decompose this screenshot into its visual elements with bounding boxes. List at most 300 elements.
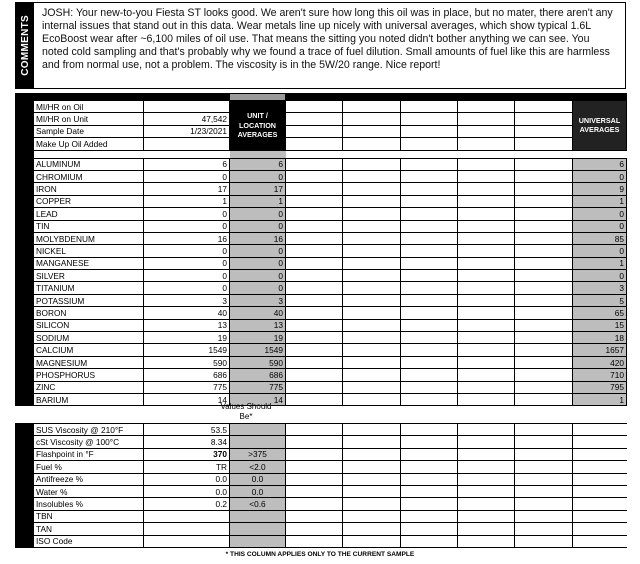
history-cell: [458, 232, 515, 244]
history-cell: [458, 436, 515, 448]
element-universal-average: 710: [573, 369, 627, 381]
history-cell: [343, 101, 401, 113]
property-name: TBN: [34, 510, 144, 522]
element-average: 0: [230, 282, 286, 294]
history-cell: [286, 485, 343, 497]
element-row: [16, 369, 627, 381]
history-cell: [343, 232, 401, 244]
property-should-be: 0.0: [230, 485, 286, 497]
property-name: Fuel %: [34, 461, 144, 473]
property-value: 0.0: [144, 485, 230, 497]
history-cell: [458, 393, 515, 405]
element-row: [16, 270, 627, 282]
element-universal-average: 1: [573, 195, 627, 207]
empty-cell: [573, 510, 627, 522]
comments-text: JOSH: Your new-to-you Fiesta ST looks good. We aren't sure how long this oil was in place, but no mater, there aren't any internal issues that stand out in this data. Wear metals line up nicely with universal averages, which show typical 1.6L EcoBoost wear after ~6,100 miles of oil use. That means the sitting you noted didn't bother anything we can see. You noted cold sampling and that's probably why we found a trace of fuel dilution. Small amounts of fuel like this are harmless and from normal use, not a problem. The viscosity is in the 5W/20 range. Nice report!: [42, 7, 613, 71]
history-cell: [343, 485, 401, 497]
history-cell: [515, 485, 573, 497]
history-cell: [286, 282, 343, 294]
property-name: TAN: [34, 523, 144, 535]
element-row: [16, 344, 627, 356]
spacer-cell: [573, 150, 627, 158]
history-cell: [458, 498, 515, 510]
history-cell: [401, 101, 458, 113]
history-cell: [286, 535, 343, 547]
history-cell: [458, 510, 515, 522]
element-average: 16: [230, 232, 286, 244]
element-row: [16, 208, 627, 220]
history-cell: [401, 424, 458, 436]
top-strip-cell: [343, 94, 401, 101]
history-cell: [286, 257, 343, 269]
element-row: [16, 393, 627, 405]
empty-cell: [573, 448, 627, 460]
property-value: 0.2: [144, 498, 230, 510]
element-universal-average: 0: [573, 245, 627, 257]
property-should-be: 0.0: [230, 473, 286, 485]
property-name: cSt Viscosity @ 100°C: [34, 436, 144, 448]
history-cell: [343, 257, 401, 269]
property-row: [16, 535, 627, 547]
property-should-be: [230, 523, 286, 535]
top-strip-cell: [286, 94, 343, 101]
history-cell: [286, 344, 343, 356]
history-cell: [343, 448, 401, 460]
history-cell: [458, 270, 515, 282]
element-value: 0: [144, 282, 230, 294]
element-name: POTASSIUM: [34, 294, 144, 306]
history-cell: [286, 270, 343, 282]
elements-table: [15, 93, 627, 406]
history-cell: [286, 113, 343, 125]
top-strip-cell: [515, 94, 573, 101]
spacer-cell: [230, 150, 286, 158]
property-row: [16, 523, 627, 535]
unit-location-averages-header: UNIT / LOCATION AVERAGES: [230, 101, 286, 151]
history-cell: [515, 424, 573, 436]
history-cell: [343, 158, 401, 170]
element-universal-average: 3: [573, 282, 627, 294]
history-cell: [343, 220, 401, 232]
element-name: TITANIUM: [34, 282, 144, 294]
property-value: 370: [144, 448, 230, 460]
history-cell: [286, 245, 343, 257]
history-cell: [401, 393, 458, 405]
history-cell: [458, 448, 515, 460]
properties-side-block: [16, 424, 34, 548]
history-cell: [343, 356, 401, 368]
element-value: 17: [144, 183, 230, 195]
element-average: 19: [230, 332, 286, 344]
history-cell: [515, 393, 573, 405]
history-cell: [343, 183, 401, 195]
header-row: [16, 113, 627, 125]
element-value: 16: [144, 232, 230, 244]
history-cell: [458, 332, 515, 344]
element-average: 686: [230, 369, 286, 381]
element-average: 0: [230, 270, 286, 282]
history-cell: [401, 183, 458, 195]
history-cell: [401, 523, 458, 535]
history-cell: [401, 232, 458, 244]
history-cell: [401, 294, 458, 306]
comments-side-label: [16, 3, 34, 88]
element-row: [16, 332, 627, 344]
history-cell: [458, 195, 515, 207]
history-cell: [343, 344, 401, 356]
header-label: Make Up Oil Added: [34, 138, 144, 150]
history-cell: [343, 319, 401, 331]
history-cell: [286, 498, 343, 510]
properties-side-label: PROPERTIES: [18, 451, 30, 520]
history-cell: [286, 393, 343, 405]
empty-cell: [573, 424, 627, 436]
history-cell: [458, 461, 515, 473]
header-value: 47,542: [144, 113, 230, 125]
property-row: [16, 424, 627, 436]
history-cell: [286, 436, 343, 448]
property-name: Water %: [34, 485, 144, 497]
element-average: 6: [230, 158, 286, 170]
element-name: MOLYBDENUM: [34, 232, 144, 244]
history-cell: [286, 208, 343, 220]
history-cell: [515, 138, 573, 150]
property-name: Antifreeze %: [34, 473, 144, 485]
history-cell: [343, 461, 401, 473]
element-row: [16, 183, 627, 195]
history-cell: [343, 282, 401, 294]
history-cell: [401, 319, 458, 331]
property-value: TR: [144, 461, 230, 473]
spacer-cell: [286, 150, 343, 158]
history-cell: [515, 448, 573, 460]
history-cell: [458, 473, 515, 485]
property-should-be: >375: [230, 448, 286, 460]
history-cell: [515, 461, 573, 473]
history-cell: [515, 510, 573, 522]
history-cell: [515, 125, 573, 137]
element-row: [16, 307, 627, 319]
element-row: [16, 381, 627, 393]
history-cell: [458, 319, 515, 331]
element-average: 0: [230, 170, 286, 182]
history-cell: [515, 369, 573, 381]
element-average: 1549: [230, 344, 286, 356]
property-row: [16, 498, 627, 510]
history-cell: [286, 319, 343, 331]
element-name: CHROMIUM: [34, 170, 144, 182]
history-cell: [515, 245, 573, 257]
comments-box: [15, 2, 626, 89]
element-universal-average: 5: [573, 294, 627, 306]
property-row: [16, 485, 627, 497]
property-value: 53.5: [144, 424, 230, 436]
empty-cell: [573, 485, 627, 497]
element-row: [16, 294, 627, 306]
element-name: IRON: [34, 183, 144, 195]
history-cell: [343, 208, 401, 220]
property-value: 0.0: [144, 473, 230, 485]
history-cell: [286, 232, 343, 244]
history-cell: [401, 138, 458, 150]
top-strip-cell: [573, 94, 627, 101]
history-cell: [343, 535, 401, 547]
history-cell: [401, 485, 458, 497]
top-strip-cell: [458, 94, 515, 101]
header-label: Sample Date: [34, 125, 144, 137]
element-name: SODIUM: [34, 332, 144, 344]
property-should-be: [230, 510, 286, 522]
element-average: 1: [230, 195, 286, 207]
history-cell: [343, 498, 401, 510]
history-cell: [401, 113, 458, 125]
element-average: 13: [230, 319, 286, 331]
element-universal-average: 6: [573, 158, 627, 170]
history-cell: [515, 344, 573, 356]
property-name: SUS Viscosity @ 210°F: [34, 424, 144, 436]
element-name: SILVER: [34, 270, 144, 282]
history-cell: [286, 307, 343, 319]
property-row: [16, 461, 627, 473]
top-strip-cell: [34, 94, 144, 101]
header-side-block: [16, 101, 34, 159]
property-value: 8.34: [144, 436, 230, 448]
history-cell: [401, 125, 458, 137]
element-row: [16, 319, 627, 331]
element-value: 0: [144, 170, 230, 182]
history-cell: [458, 356, 515, 368]
history-cell: [286, 381, 343, 393]
spacer-cell: [458, 150, 515, 158]
property-should-be: <0.6: [230, 498, 286, 510]
history-cell: [343, 523, 401, 535]
element-value: 686: [144, 369, 230, 381]
element-row: [16, 195, 627, 207]
history-cell: [286, 170, 343, 182]
history-cell: [515, 332, 573, 344]
header-label: MI/HR on Unit: [34, 113, 144, 125]
history-cell: [401, 381, 458, 393]
empty-cell: [573, 473, 627, 485]
history-cell: [515, 208, 573, 220]
history-cell: [515, 183, 573, 195]
element-average: 775: [230, 381, 286, 393]
element-value: 0: [144, 220, 230, 232]
element-value: 0: [144, 208, 230, 220]
element-name: BARIUM: [34, 393, 144, 405]
top-strip-cell: [401, 94, 458, 101]
history-cell: [401, 220, 458, 232]
elements-side-label: ELEMENTS IN PARTS PER MILLION: [18, 192, 30, 372]
history-cell: [401, 461, 458, 473]
history-cell: [515, 381, 573, 393]
history-cell: [286, 158, 343, 170]
history-cell: [401, 436, 458, 448]
history-cell: [515, 170, 573, 182]
history-cell: [515, 220, 573, 232]
history-cell: [515, 473, 573, 485]
table-top-strip: [16, 94, 627, 101]
element-row: [16, 245, 627, 257]
history-cell: [401, 369, 458, 381]
spacer-cell: [401, 150, 458, 158]
element-universal-average: 15: [573, 319, 627, 331]
history-cell: [515, 232, 573, 244]
history-cell: [343, 436, 401, 448]
element-average: 0: [230, 208, 286, 220]
history-cell: [343, 125, 401, 137]
history-cell: [401, 282, 458, 294]
element-average: 17: [230, 183, 286, 195]
history-cell: [458, 113, 515, 125]
history-cell: [458, 257, 515, 269]
history-cell: [515, 113, 573, 125]
history-cell: [458, 485, 515, 497]
history-cell: [458, 307, 515, 319]
history-cell: [401, 245, 458, 257]
history-cell: [286, 195, 343, 207]
element-average: 0: [230, 245, 286, 257]
history-cell: [458, 208, 515, 220]
history-cell: [343, 245, 401, 257]
history-cell: [515, 523, 573, 535]
history-cell: [343, 332, 401, 344]
history-cell: [515, 294, 573, 306]
history-cell: [458, 138, 515, 150]
element-average: 0: [230, 220, 286, 232]
element-row: [16, 282, 627, 294]
element-value: 0: [144, 257, 230, 269]
history-cell: [401, 332, 458, 344]
element-value: 0: [144, 270, 230, 282]
header-value: [144, 138, 230, 150]
element-average: 3: [230, 294, 286, 306]
history-cell: [458, 101, 515, 113]
history-cell: [343, 307, 401, 319]
property-should-be: [230, 424, 286, 436]
spacer-cell: [144, 150, 230, 158]
footnote: * THIS COLUMN APPLIES ONLY TO THE CURRENT SAMPLE: [225, 551, 415, 558]
history-cell: [286, 424, 343, 436]
history-cell: [343, 473, 401, 485]
spacer-cell: [515, 150, 573, 158]
history-cell: [515, 319, 573, 331]
history-cell: [401, 195, 458, 207]
property-name: ISO Code: [34, 535, 144, 547]
element-name: TIN: [34, 220, 144, 232]
history-cell: [458, 294, 515, 306]
history-cell: [458, 220, 515, 232]
history-cell: [458, 344, 515, 356]
property-should-be: [230, 436, 286, 448]
spacer-row: [16, 150, 627, 158]
property-name: Insolubles %: [34, 498, 144, 510]
property-should-be: [230, 535, 286, 547]
history-cell: [458, 381, 515, 393]
history-cell: [343, 294, 401, 306]
top-strip-cell: [230, 94, 286, 101]
history-cell: [343, 170, 401, 182]
history-cell: [401, 257, 458, 269]
empty-cell: [573, 498, 627, 510]
element-universal-average: 1: [573, 393, 627, 405]
history-cell: [458, 170, 515, 182]
history-cell: [343, 381, 401, 393]
empty-cell: [573, 523, 627, 535]
header-row: [16, 125, 627, 137]
element-row: [16, 170, 627, 182]
history-cell: [458, 183, 515, 195]
element-value: 40: [144, 307, 230, 319]
history-cell: [343, 195, 401, 207]
element-universal-average: 795: [573, 381, 627, 393]
elements-side-block: [16, 158, 34, 406]
element-value: 3: [144, 294, 230, 306]
history-cell: [286, 332, 343, 344]
property-row: [16, 473, 627, 485]
element-name: PHOSPHORUS: [34, 369, 144, 381]
history-cell: [286, 220, 343, 232]
element-universal-average: 85: [573, 232, 627, 244]
property-value: [144, 523, 230, 535]
element-universal-average: 420: [573, 356, 627, 368]
history-cell: [401, 356, 458, 368]
element-value: 19: [144, 332, 230, 344]
property-value: [144, 535, 230, 547]
element-name: ZINC: [34, 381, 144, 393]
history-cell: [458, 245, 515, 257]
history-cell: [458, 369, 515, 381]
history-cell: [515, 101, 573, 113]
property-name: Flashpoint in °F: [34, 448, 144, 460]
element-average: 590: [230, 356, 286, 368]
element-row: [16, 356, 627, 368]
element-universal-average: 0: [573, 208, 627, 220]
element-average: 14: [230, 393, 286, 405]
history-cell: [401, 344, 458, 356]
history-cell: [515, 436, 573, 448]
history-cell: [401, 158, 458, 170]
element-universal-average: 65: [573, 307, 627, 319]
history-cell: [286, 473, 343, 485]
top-strip-cell: [16, 94, 34, 101]
element-universal-average: 9: [573, 183, 627, 195]
element-name: BORON: [34, 307, 144, 319]
history-cell: [286, 461, 343, 473]
history-cell: [286, 356, 343, 368]
history-cell: [515, 307, 573, 319]
top-strip-cell: [144, 94, 230, 101]
element-name: LEAD: [34, 208, 144, 220]
history-cell: [401, 208, 458, 220]
header-value: [144, 101, 230, 113]
element-universal-average: 1: [573, 257, 627, 269]
element-value: 590: [144, 356, 230, 368]
element-value: 0: [144, 245, 230, 257]
element-row: [16, 257, 627, 269]
properties-table: [15, 423, 627, 548]
element-name: CALCIUM: [34, 344, 144, 356]
history-cell: [515, 498, 573, 510]
header-label: MI/HR on Oil: [34, 101, 144, 113]
empty-cell: [573, 461, 627, 473]
history-cell: [343, 369, 401, 381]
header-row: [16, 101, 627, 113]
spacer-cell: [34, 150, 144, 158]
history-cell: [401, 170, 458, 182]
history-cell: [401, 448, 458, 460]
history-cell: [286, 448, 343, 460]
